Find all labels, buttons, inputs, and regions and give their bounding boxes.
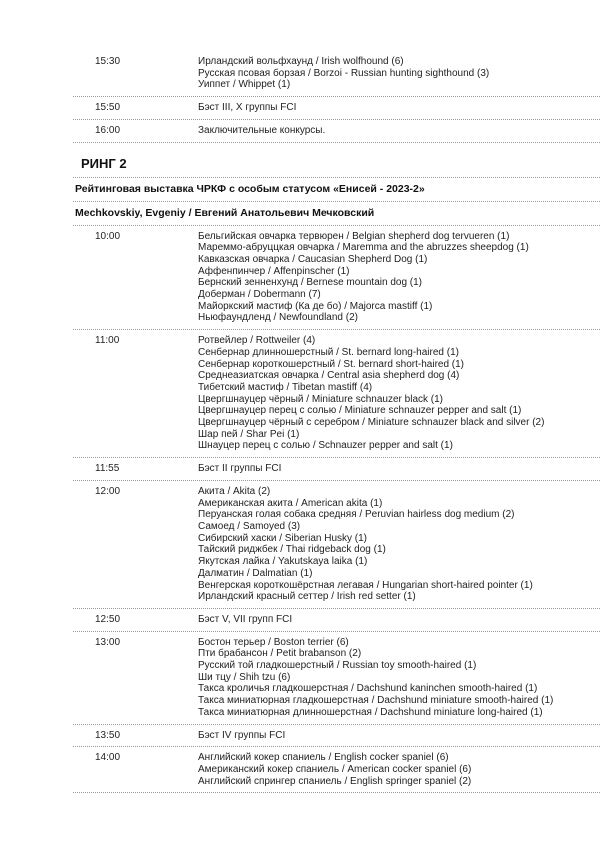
time-cell: 16:00 — [95, 124, 121, 136]
breed-line: Цвергшнауцер перец с солью / Miniature schnauzer pepper and salt (1) — [198, 405, 522, 417]
breed-line: Русский той гладкошерстный / Russian toy smooth-haired (1) — [198, 660, 477, 672]
time-cell: 13:00 — [95, 636, 121, 648]
time-cell: 11:55 — [95, 463, 120, 475]
breed-list — [198, 231, 600, 325]
breed-line: Русская псовая борзая / Borzoi - Russian hunting sighthound (3) — [198, 67, 490, 79]
breed-list — [198, 614, 600, 626]
ring2-heading: РИНГ 2 — [73, 156, 600, 178]
time-cell: 12:50 — [95, 613, 121, 625]
breed-list — [198, 335, 600, 452]
time-cell: 12:00 — [95, 485, 121, 497]
schedule-row — [73, 481, 600, 609]
breed-line: Аффенпинчер / Affenpinscher (1) — [198, 265, 350, 277]
ring1-schedule-table — [73, 51, 600, 143]
schedule-row — [73, 458, 600, 481]
breed-line: Такса миниатюрная длинношерстная / Dachshund miniature long-haired (1) — [198, 706, 543, 718]
schedule-row — [73, 632, 600, 725]
breed-list — [198, 102, 600, 114]
breed-line: Перуанская голая собака средняя / Peruvian hairless dog medium (2) — [198, 509, 515, 521]
breed-line: Шар пей / Shar Pei (1) — [198, 428, 300, 440]
breed-line: Бернский зенненхунд / Bernese mountain dog (1) — [198, 277, 423, 289]
schedule-row — [73, 609, 600, 632]
schedule-row — [73, 120, 600, 143]
breed-line: Ши тцу / Shih tzu (6) — [198, 671, 291, 683]
breed-line: Майоркский мастиф (Ка де бо) / Majorca mastiff (1) — [198, 300, 433, 312]
breed-line: Бельгийская овчарка тервюрен / Belgian shepherd dog tervueren (1) — [198, 230, 510, 242]
breed-line: Бэст V, VII групп FCI — [198, 613, 293, 625]
breed-list — [198, 463, 600, 475]
breed-line: Акита / Akita (2) — [198, 485, 271, 497]
judge-row: Mechkovskiy, Evgeniy / Евгений Анатольевич Мечковский — [73, 202, 600, 226]
breed-list — [198, 637, 600, 719]
ring2-schedule-table — [73, 178, 600, 794]
breed-line: Сибирский хаски / Siberian Husky (1) — [198, 532, 368, 544]
ring2-rows — [73, 226, 600, 794]
schedule-row — [73, 330, 600, 458]
schedule-row — [73, 747, 600, 793]
breed-line: Самоед / Samoyed (3) — [198, 520, 301, 532]
breed-line: Английский кокер спаниель / English cocker spaniel (6) — [198, 752, 449, 764]
schedule-row — [73, 725, 600, 748]
breed-line: Среднеазиатская овчарка / Central asia shepherd dog (4) — [198, 370, 460, 382]
breed-list — [198, 125, 600, 137]
breed-line: Шнауцер перец с солью / Schnauzer pepper and salt (1) — [198, 440, 453, 452]
breed-line: Такса миниатюрная гладкошерстная / Dachshund miniature smooth-haired (1) — [198, 695, 554, 707]
breed-list — [198, 486, 600, 603]
breed-line: Якутская лайка / Yakutskaya laika (1) — [198, 556, 368, 568]
schedule-row — [73, 97, 600, 120]
schedule-content — [73, 51, 600, 793]
breed-line: Ирландский вольфхаунд / Irish wolfhound (6) — [198, 56, 404, 67]
breed-line: Бостон терьер / Boston terrier (6) — [198, 636, 349, 648]
breed-line: Американский кокер спаниель / American cocker spaniel (6) — [198, 763, 472, 775]
breed-line: Тибетский мастиф / Tibetan mastiff (4) — [198, 381, 373, 393]
breed-line: Такса кроличья гладкошерстная / Dachshund kaninchen smooth-haired (1) — [198, 683, 538, 695]
show-title-row: Рейтинговая выставка ЧРКФ с особым статусом «Енисей - 2023-2» — [73, 178, 600, 202]
breed-line: Мареммо-абруццкая овчарка / Maremma and the abruzzes sheepdog (1) — [198, 242, 529, 254]
breed-line: Тайский риджбек / Thai ridgeback dog (1) — [198, 544, 386, 556]
breed-list — [198, 730, 600, 742]
breed-line: Бэст IV группы FCI — [198, 729, 286, 741]
breed-line: Пти брабансон / Petit brabanson (2) — [198, 648, 362, 660]
breed-line: Сенбернар короткошерстный / St. bernard short-haired (1) — [198, 358, 465, 370]
breed-line: Американская акита / American akita (1) — [198, 497, 383, 509]
breed-line: Кавказская овчарка / Caucasian Shepherd Dog (1) — [198, 253, 428, 265]
breed-list — [198, 752, 600, 787]
breed-line: Заключительные конкурсы. — [198, 124, 326, 136]
breed-line: Цвергшнауцер чёрный с серебром / Miniature schnauzer black and silver (2) — [198, 417, 545, 429]
breed-line: Английский спрингер спаниель / English springer spaniel (2) — [198, 775, 472, 787]
time-cell: 14:00 — [95, 752, 121, 764]
breed-line: Ирландский красный сеттер / Irish red setter (1) — [198, 591, 416, 603]
breed-line: Доберман / Dobermann (7) — [198, 289, 321, 301]
time-cell: 13:50 — [95, 729, 121, 741]
breed-line: Далматин / Dalmatian (1) — [198, 567, 313, 579]
breed-list — [198, 56, 600, 91]
breed-line: Цвергшнауцер чёрный / Miniature schnauzer black (1) — [198, 393, 444, 405]
time-cell: 10:00 — [95, 230, 121, 242]
breed-line: Уиппет / Whippet (1) — [198, 79, 291, 91]
time-cell: 15:50 — [95, 102, 121, 114]
schedule-row — [73, 226, 600, 331]
breed-line: Венгерская короткошёрстная легавая / Hungarian short-haired pointer (1) — [198, 579, 533, 591]
time-cell: 15:30 — [95, 56, 121, 67]
breed-line: Сенбернар длинношерстный / St. bernard long-haired (1) — [198, 346, 459, 358]
breed-line: Бэст II группы FCI — [198, 463, 282, 475]
breed-line: Ротвейлер / Rottweiler (4) — [198, 335, 316, 347]
time-cell: 11:00 — [95, 335, 120, 347]
breed-line: Бэст III, X группы FCI — [198, 102, 297, 114]
schedule-row — [73, 51, 600, 97]
breed-line: Ньюфаундленд / Newfoundland (2) — [198, 312, 358, 324]
